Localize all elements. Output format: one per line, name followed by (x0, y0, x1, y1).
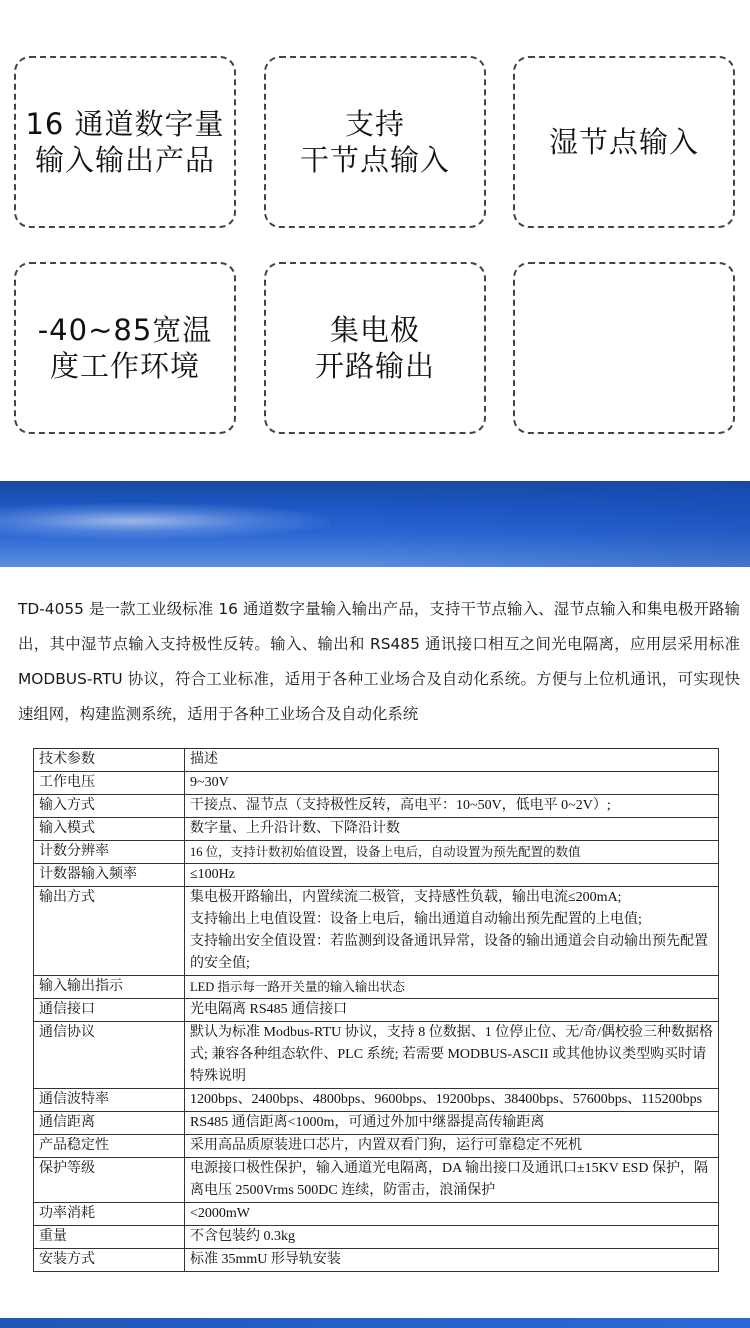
feature-label: 支持 干节点输入 (299, 107, 450, 177)
table-row (34, 841, 719, 864)
spec-param: 功率消耗 (34, 1203, 185, 1226)
table-row (34, 818, 719, 841)
spec-param: 计数器输入频率 (34, 864, 185, 887)
spec-param: 计数分辨率 (34, 841, 185, 864)
spec-param: 通信距离 (34, 1112, 185, 1135)
table-row (34, 795, 719, 818)
table-row (34, 887, 719, 976)
feature-grid (0, 0, 750, 470)
spec-desc: LED 指示每一路开关量的输入输出状态 (185, 976, 719, 999)
feature-card-dry-contact (264, 56, 486, 228)
table-row (34, 1249, 719, 1272)
blue-banner (0, 481, 750, 567)
product-intro: TD-4055 是一款工业级标准 16 通道数字量输入输出产品，支持干节点输入、湿节点输入和集电极开路输出，其中湿节点输入支持极性反转。输入、输出和 RS485 通讯接口相互之间光电隔离，应用层采用标准 MODBUS-RTU 协议，符合工业标准，适用于各种工业场合及自动化系统。方便与上位机通讯，可实现快速组网，构建监测系统，适用于各种工业场合及自动化系统 (18, 600, 740, 723)
feature-card-wet-contact (513, 56, 735, 228)
spec-desc: 9~30V (185, 772, 719, 795)
spec-desc: <2000mW (185, 1203, 719, 1226)
banner-light-streak (0, 503, 330, 539)
table-row (34, 976, 719, 999)
spec-desc: 标准 35mmU 形导轨安装 (185, 1249, 719, 1272)
spec-desc: 集电极开路输出，内置续流二极管，支持感性负载，输出电流≤200mA; 支持输出上电值设置：设备上电后，输出通道自动输出预先配置的上电值; 支持输出安全值设置：若监测到设备通讯异常，设备的输出通道会自动输出预先配置的安全值; (185, 887, 719, 976)
spec-param: 工作电压 (34, 772, 185, 795)
spec-desc: 不含包装约 0.3kg (185, 1226, 719, 1249)
feature-label: 湿节点输入 (548, 125, 699, 159)
table-row (34, 1203, 719, 1226)
feature-card-16-channel (14, 56, 236, 228)
feature-card-open-collector (264, 262, 486, 434)
spec-param: 保护等级 (34, 1158, 185, 1203)
header-param: 技术参数 (34, 749, 185, 772)
spec-desc: 1200bps、2400bps、4800bps、9600bps、19200bps、38400bps、57600bps、115200bps (185, 1089, 719, 1112)
spec-desc: 16 位，支持计数初始值设置，设备上电后，自动设置为预先配置的数值 (185, 841, 719, 864)
feature-label: 集电极 开路输出 (314, 313, 435, 383)
table-row (34, 772, 719, 795)
spec-param: 输入模式 (34, 818, 185, 841)
feature-card-wide-temperature (14, 262, 236, 434)
spec-desc: 数字量、上升沿计数、下降沿计数 (185, 818, 719, 841)
banner-shade (360, 481, 750, 567)
table-row (34, 864, 719, 887)
table-row (34, 999, 719, 1022)
table-row (34, 1089, 719, 1112)
table-row (34, 1022, 719, 1089)
header-desc: 描述 (185, 749, 719, 772)
feature-card-empty (513, 262, 735, 434)
table-header-row (34, 749, 719, 772)
table-row (34, 1135, 719, 1158)
spec-desc: 采用高品质原装进口芯片，内置双看门狗，运行可靠稳定不死机 (185, 1135, 719, 1158)
table-row (34, 1226, 719, 1249)
spec-param: 通信接口 (34, 999, 185, 1022)
spec-desc: ≤100Hz (185, 864, 719, 887)
spec-desc: 光电隔离 RS485 通信接口 (185, 999, 719, 1022)
table-row (34, 1158, 719, 1203)
spec-desc: 干接点、湿节点（支持极性反转，高电平：10~50V，低电平 0~2V）; (185, 795, 719, 818)
feature-label: -40~85宽温 度工作环境 (37, 313, 213, 383)
feature-label: 16 通道数字量 输入输出产品 (25, 107, 225, 177)
spec-param: 安装方式 (34, 1249, 185, 1272)
spec-desc: 默认为标准 Modbus-RTU 协议，支持 8 位数据、1 位停止位、无/奇/偶校验三种数据格式; 兼容各种组态软件、PLC 系统; 若需要 MODBUS-ASCII 或其他协议类型购买时请特殊说明 (185, 1022, 719, 1089)
table-row (34, 1112, 719, 1135)
spec-param: 通信波特率 (34, 1089, 185, 1112)
spec-param: 输出方式 (34, 887, 185, 976)
spec-desc: RS485 通信距离<1000m，可通过外加中继器提高传输距离 (185, 1112, 719, 1135)
spec-param: 产品稳定性 (34, 1135, 185, 1158)
bottom-bar (0, 1318, 750, 1328)
spec-table (33, 748, 719, 1272)
spec-param: 输入输出指示 (34, 976, 185, 999)
spec-param: 通信协议 (34, 1022, 185, 1089)
spec-desc: 电源接口极性保护，输入通道光电隔离，DA 输出接口及通讯口±15KV ESD 保护，隔离电压 2500Vrms 500DC 连续，防雷击，浪涌保护 (185, 1158, 719, 1203)
spec-param: 输入方式 (34, 795, 185, 818)
spec-param: 重量 (34, 1226, 185, 1249)
